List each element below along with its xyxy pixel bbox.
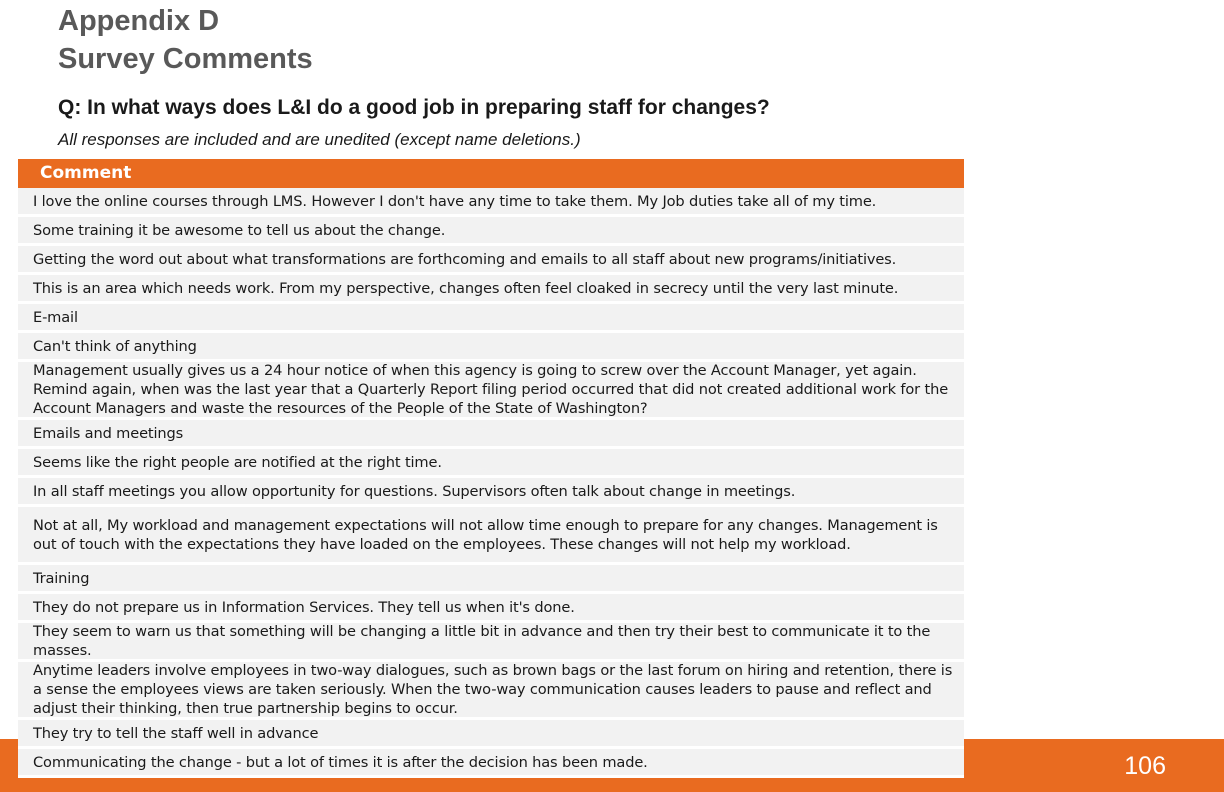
comment-text: They do not prepare us in Information Services. They tell us when it's done.	[33, 598, 575, 616]
title-line-1: Appendix D	[58, 5, 220, 37]
comment-text: Training	[33, 569, 90, 587]
comment-text: They seem to warn us that something will be changing a little bit in advance and then try their best to communicate it to the masses.	[33, 623, 931, 659]
comment-text: Getting the word out about what transformations are forthcoming and emails to all staff about new programs/initiatives.	[33, 250, 897, 268]
table-row	[18, 507, 964, 565]
table-row	[18, 594, 964, 623]
title-line-2: Survey Comments	[58, 43, 313, 75]
table-row	[18, 275, 964, 304]
comment-text: In all staff meetings you allow opportunity for questions. Supervisors often talk about change in meetings.	[33, 482, 796, 500]
comment-text: E-mail	[33, 308, 78, 326]
page-title	[58, 2, 313, 78]
survey-question: Q: In what ways does L&I do a good job in preparing staff for changes?	[58, 96, 770, 119]
comment-text: Some training it be awesome to tell us about the change.	[33, 221, 446, 239]
table-row	[18, 246, 964, 275]
comment-text: I love the online courses through LMS. However I don't have any time to take them. My Job duties take all of my time.	[33, 192, 877, 210]
table-row	[18, 304, 964, 333]
comment-text: Seems like the right people are notified at the right time.	[33, 453, 442, 471]
comment-text: Management usually gives us a 24 hour notice of when this agency is going to screw over the Account Manager, yet again. Remind again, when was the last year that a Quarterly Report filing period occurred that did not created additional work for the Account Managers and waste the resources of the People of the State of Washington?	[33, 362, 949, 417]
table-row	[18, 449, 964, 478]
responses-note: All responses are included and are unedited (except name deletions.)	[58, 130, 581, 149]
table-row	[18, 720, 964, 749]
table-row	[18, 478, 964, 507]
comment-text: Not at all, My workload and management expectations will not allow time enough to prepare for any changes. Management is out of touch with the expectations they have loaded on the employees. These changes will not help my workload.	[33, 516, 938, 553]
table-row	[18, 749, 964, 778]
column-header-comment: Comment	[18, 159, 964, 188]
table-row	[18, 662, 964, 720]
comment-text: Can't think of anything	[33, 337, 197, 355]
table-row	[18, 623, 964, 662]
table-row	[18, 188, 964, 217]
comment-text: They try to tell the staff well in advance	[33, 724, 319, 742]
comment-text: This is an area which needs work. From my perspective, changes often feel cloaked in secrecy until the very last minute.	[33, 279, 899, 297]
table-row	[18, 420, 964, 449]
table-row	[18, 333, 964, 362]
table-row	[18, 565, 964, 594]
comments-table	[18, 159, 964, 778]
table-row	[18, 362, 964, 420]
table-row	[18, 217, 964, 246]
page-number: 106	[1124, 752, 1166, 780]
comment-text: Communicating the change - but a lot of times it is after the decision has been made.	[33, 753, 648, 771]
comment-text: Emails and meetings	[33, 424, 184, 442]
comment-text: Anytime leaders involve employees in two-way dialogues, such as brown bags or the last forum on hiring and retention, there is a sense the employees views are taken seriously. When the two-way communication causes leaders to pause and reflect and adjust their thinking, then true partnership begins to occur.	[33, 662, 953, 717]
